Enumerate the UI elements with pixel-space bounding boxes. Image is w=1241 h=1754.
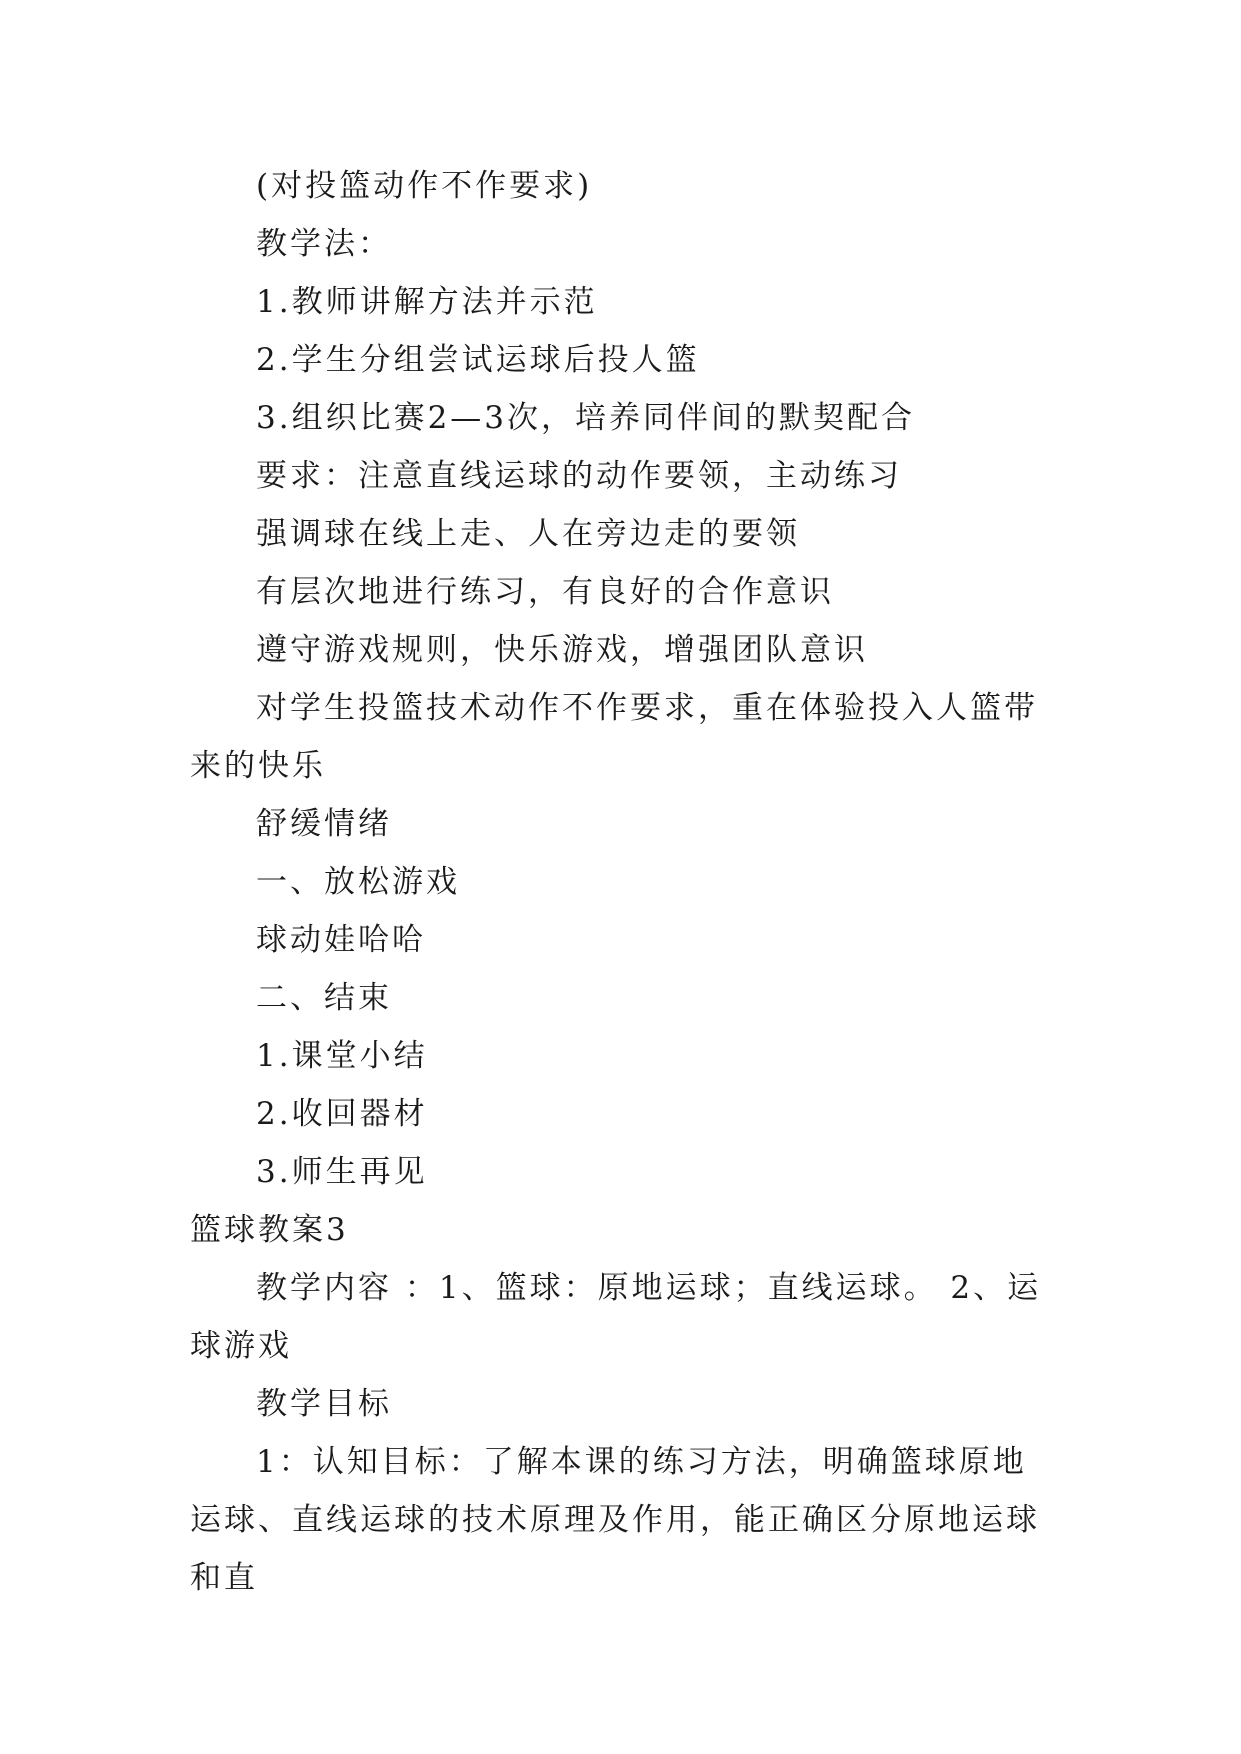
document-body xyxy=(190,157,1052,1607)
paragraph-13: 球动娃哈哈 xyxy=(256,922,426,958)
paragraph-7: 强调球在线上走、人在旁边走的要领 xyxy=(256,516,800,552)
paragraph-11: 舒缓情绪 xyxy=(256,806,392,842)
paragraph-9: 遵守游戏规则，快乐游戏，增强团队意识 xyxy=(256,632,868,668)
paragraph-3: 1.教师讲解方法并示范 xyxy=(256,284,598,320)
paragraph-21: 1：认知目标：了解本课的练习方法，明确篮球原地运球、直线运球的技术原理及作用，能正确区分原地运球和直 xyxy=(190,1444,1040,1596)
paragraph-1: (对投篮动作不作要求) xyxy=(256,168,593,204)
paragraph-12: 一、放松游戏 xyxy=(256,864,460,900)
paragraph-2: 教学法： xyxy=(256,226,392,262)
paragraph-10: 对学生投篮技术动作不作要求，重在体验投入人篮带来的快乐 xyxy=(190,690,1038,784)
paragraph-5: 3.组织比赛2—3次，培养同伴间的默契配合 xyxy=(256,400,916,436)
paragraph-17: 3.师生再见 xyxy=(256,1154,428,1190)
paragraph-8: 有层次地进行练习，有良好的合作意识 xyxy=(256,574,834,610)
paragraph-4: 2.学生分组尝试运球后投人篮 xyxy=(256,342,700,378)
paragraph-19: 教学内容 ：1、篮球：原地运球；直线运球。 2、运球游戏 xyxy=(190,1270,1042,1364)
paragraph-6: 要求：注意直线运球的动作要领，主动练习 xyxy=(256,458,902,494)
paragraph-16: 2.收回器材 xyxy=(256,1096,428,1132)
paragraph-20: 教学目标 xyxy=(256,1386,392,1422)
section-heading: 篮球教案3 xyxy=(190,1212,349,1248)
paragraph-14: 二、结束 xyxy=(256,980,392,1016)
paragraph-15: 1.课堂小结 xyxy=(256,1038,428,1074)
